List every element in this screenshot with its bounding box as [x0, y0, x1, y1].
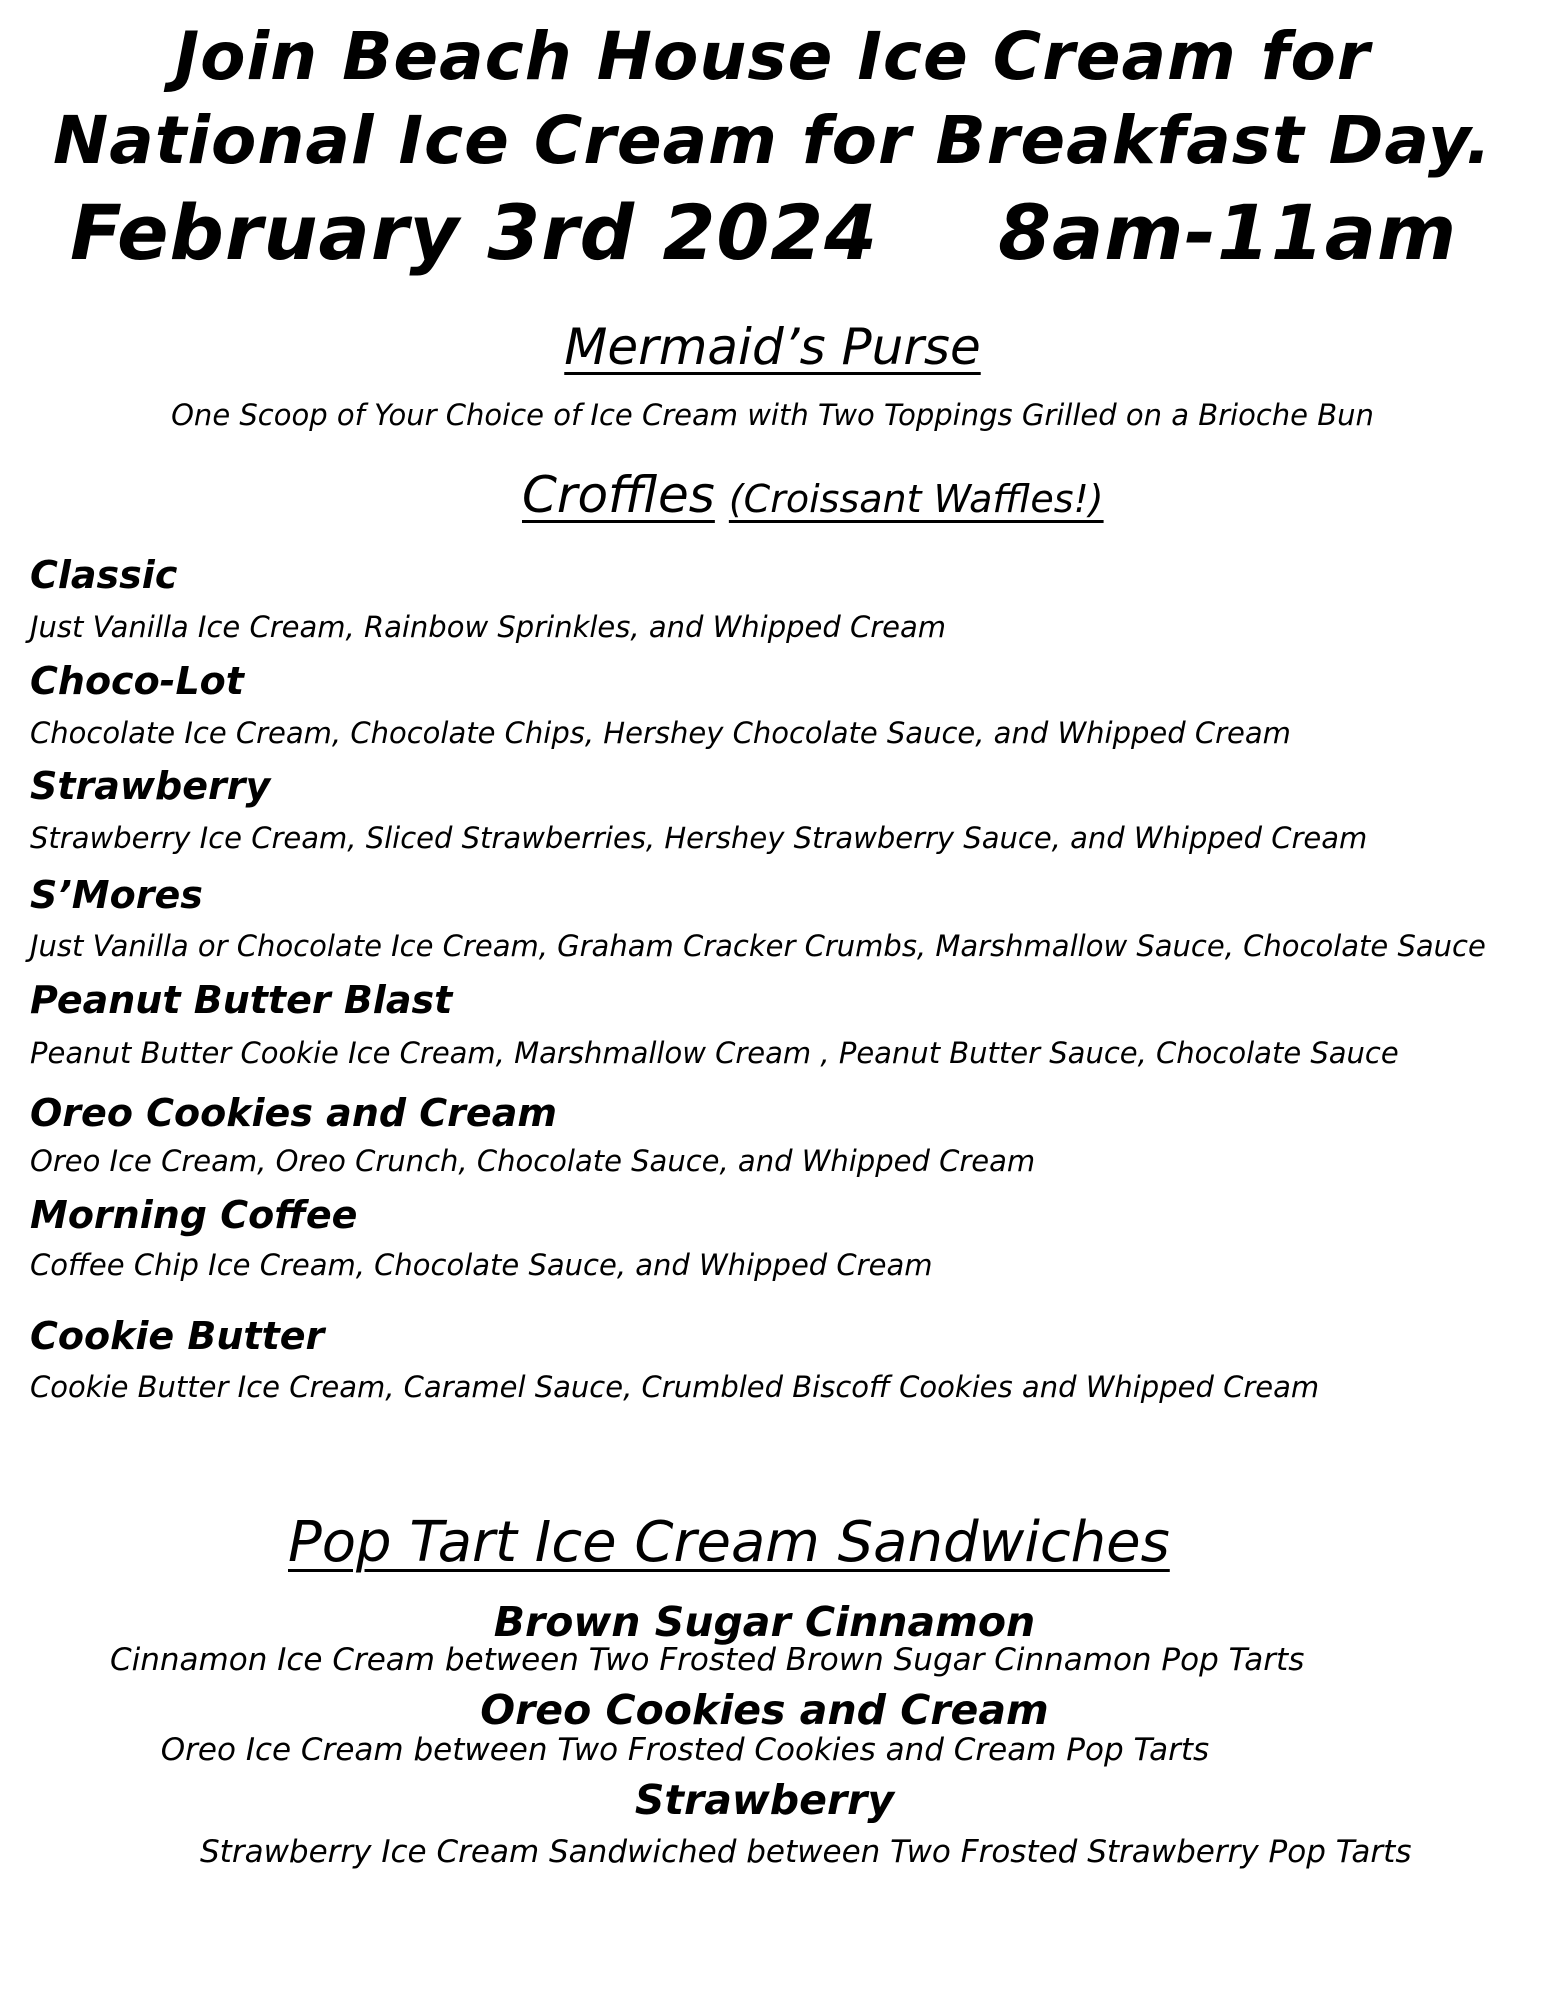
pop-tart-item-name: Oreo Cookies and Cream [480, 1686, 1049, 1734]
croffle-item-description: Chocolate Ice Cream, Chocolate Chips, Hershey Chocolate Sauce, and Whipped Cream [30, 716, 1291, 750]
pop-tarts-heading [288, 1510, 1170, 1575]
croffle-item-name: S’Mores [30, 873, 203, 917]
croffle-item-name: Morning Coffee [30, 1193, 358, 1237]
croffle-item-name: Peanut Butter Blast [30, 978, 453, 1022]
pop-tart-item-name: Strawberry [634, 1776, 895, 1824]
event-date-time [70, 188, 1457, 277]
croffle-item-name: Choco-Lot [30, 659, 244, 703]
croffle-item-description: Strawberry Ice Cream, Sliced Strawberries, Hershey Strawberry Sauce, and Whipped Cream [30, 821, 1368, 855]
croffle-item-description: Cookie Butter Ice Cream, Caramel Sauce, Crumbled Biscoff Cookies and Whipped Cream [30, 1370, 1320, 1404]
croffle-item-description: Oreo Ice Cream, Oreo Crunch, Chocolate Sauce, and Whipped Cream [30, 1144, 1036, 1178]
headline-line-1: Join Beach House Ice Cream for [174, 18, 1371, 95]
pop-tart-item-name: Brown Sugar Cinnamon [493, 1598, 1036, 1646]
croffle-item-description: Coffee Chip Ice Cream, Chocolate Sauce, and Whipped Cream [30, 1248, 933, 1282]
pop-tarts-title: Pop Tart Ice Cream Sandwiches [288, 1510, 1170, 1575]
croffle-item-description: Just Vanilla or Chocolate Ice Cream, Graham Cracker Crumbs, Marshmallow Sauce, Chocolate Sauce [30, 929, 1486, 963]
headline-line-2: National Ice Cream for Breakfast Day. [53, 102, 1492, 179]
mermaids-purse-heading [0, 318, 1545, 376]
pop-tart-item-description: Strawberry Ice Cream Sandwiched between Two Frosted Strawberry Pop Tarts [200, 1834, 1412, 1870]
event-date: February 3rd 2024 [70, 188, 879, 277]
pop-tart-item-description: Oreo Ice Cream between Two Frosted Cookies and Cream Pop Tarts [160, 1732, 1210, 1768]
croffle-item-name: Classic [30, 553, 178, 597]
croffle-item-name: Oreo Cookies and Cream [30, 1091, 557, 1135]
mermaids-purse-title: Mermaid’s Purse [564, 318, 981, 376]
croffle-item-description: Peanut Butter Cookie Ice Cream, Marshmallow Cream , Peanut Butter Sauce, Chocolate Sauce [30, 1036, 1399, 1070]
croffle-item-name: Strawberry [30, 764, 271, 808]
event-time: 8am-11am [998, 188, 1458, 277]
croffle-item-description: Just Vanilla Ice Cream, Rainbow Sprinkles, and Whipped Cream [30, 610, 947, 644]
pop-tart-item-description: Cinnamon Ice Cream between Two Frosted Brown Sugar Cinnamon Pop Tarts [110, 1642, 1305, 1678]
croffles-title: Croffles [522, 466, 715, 524]
croffles-heading [522, 466, 1104, 524]
croffles-subtitle: (Croissant Waffles!) [728, 477, 1104, 521]
croffle-item-name: Cookie Butter [30, 1314, 325, 1358]
mermaids-purse-description: One Scoop of Your Choice of Ice Cream with Two Toppings Grilled on a Brioche Bun [171, 398, 1374, 432]
